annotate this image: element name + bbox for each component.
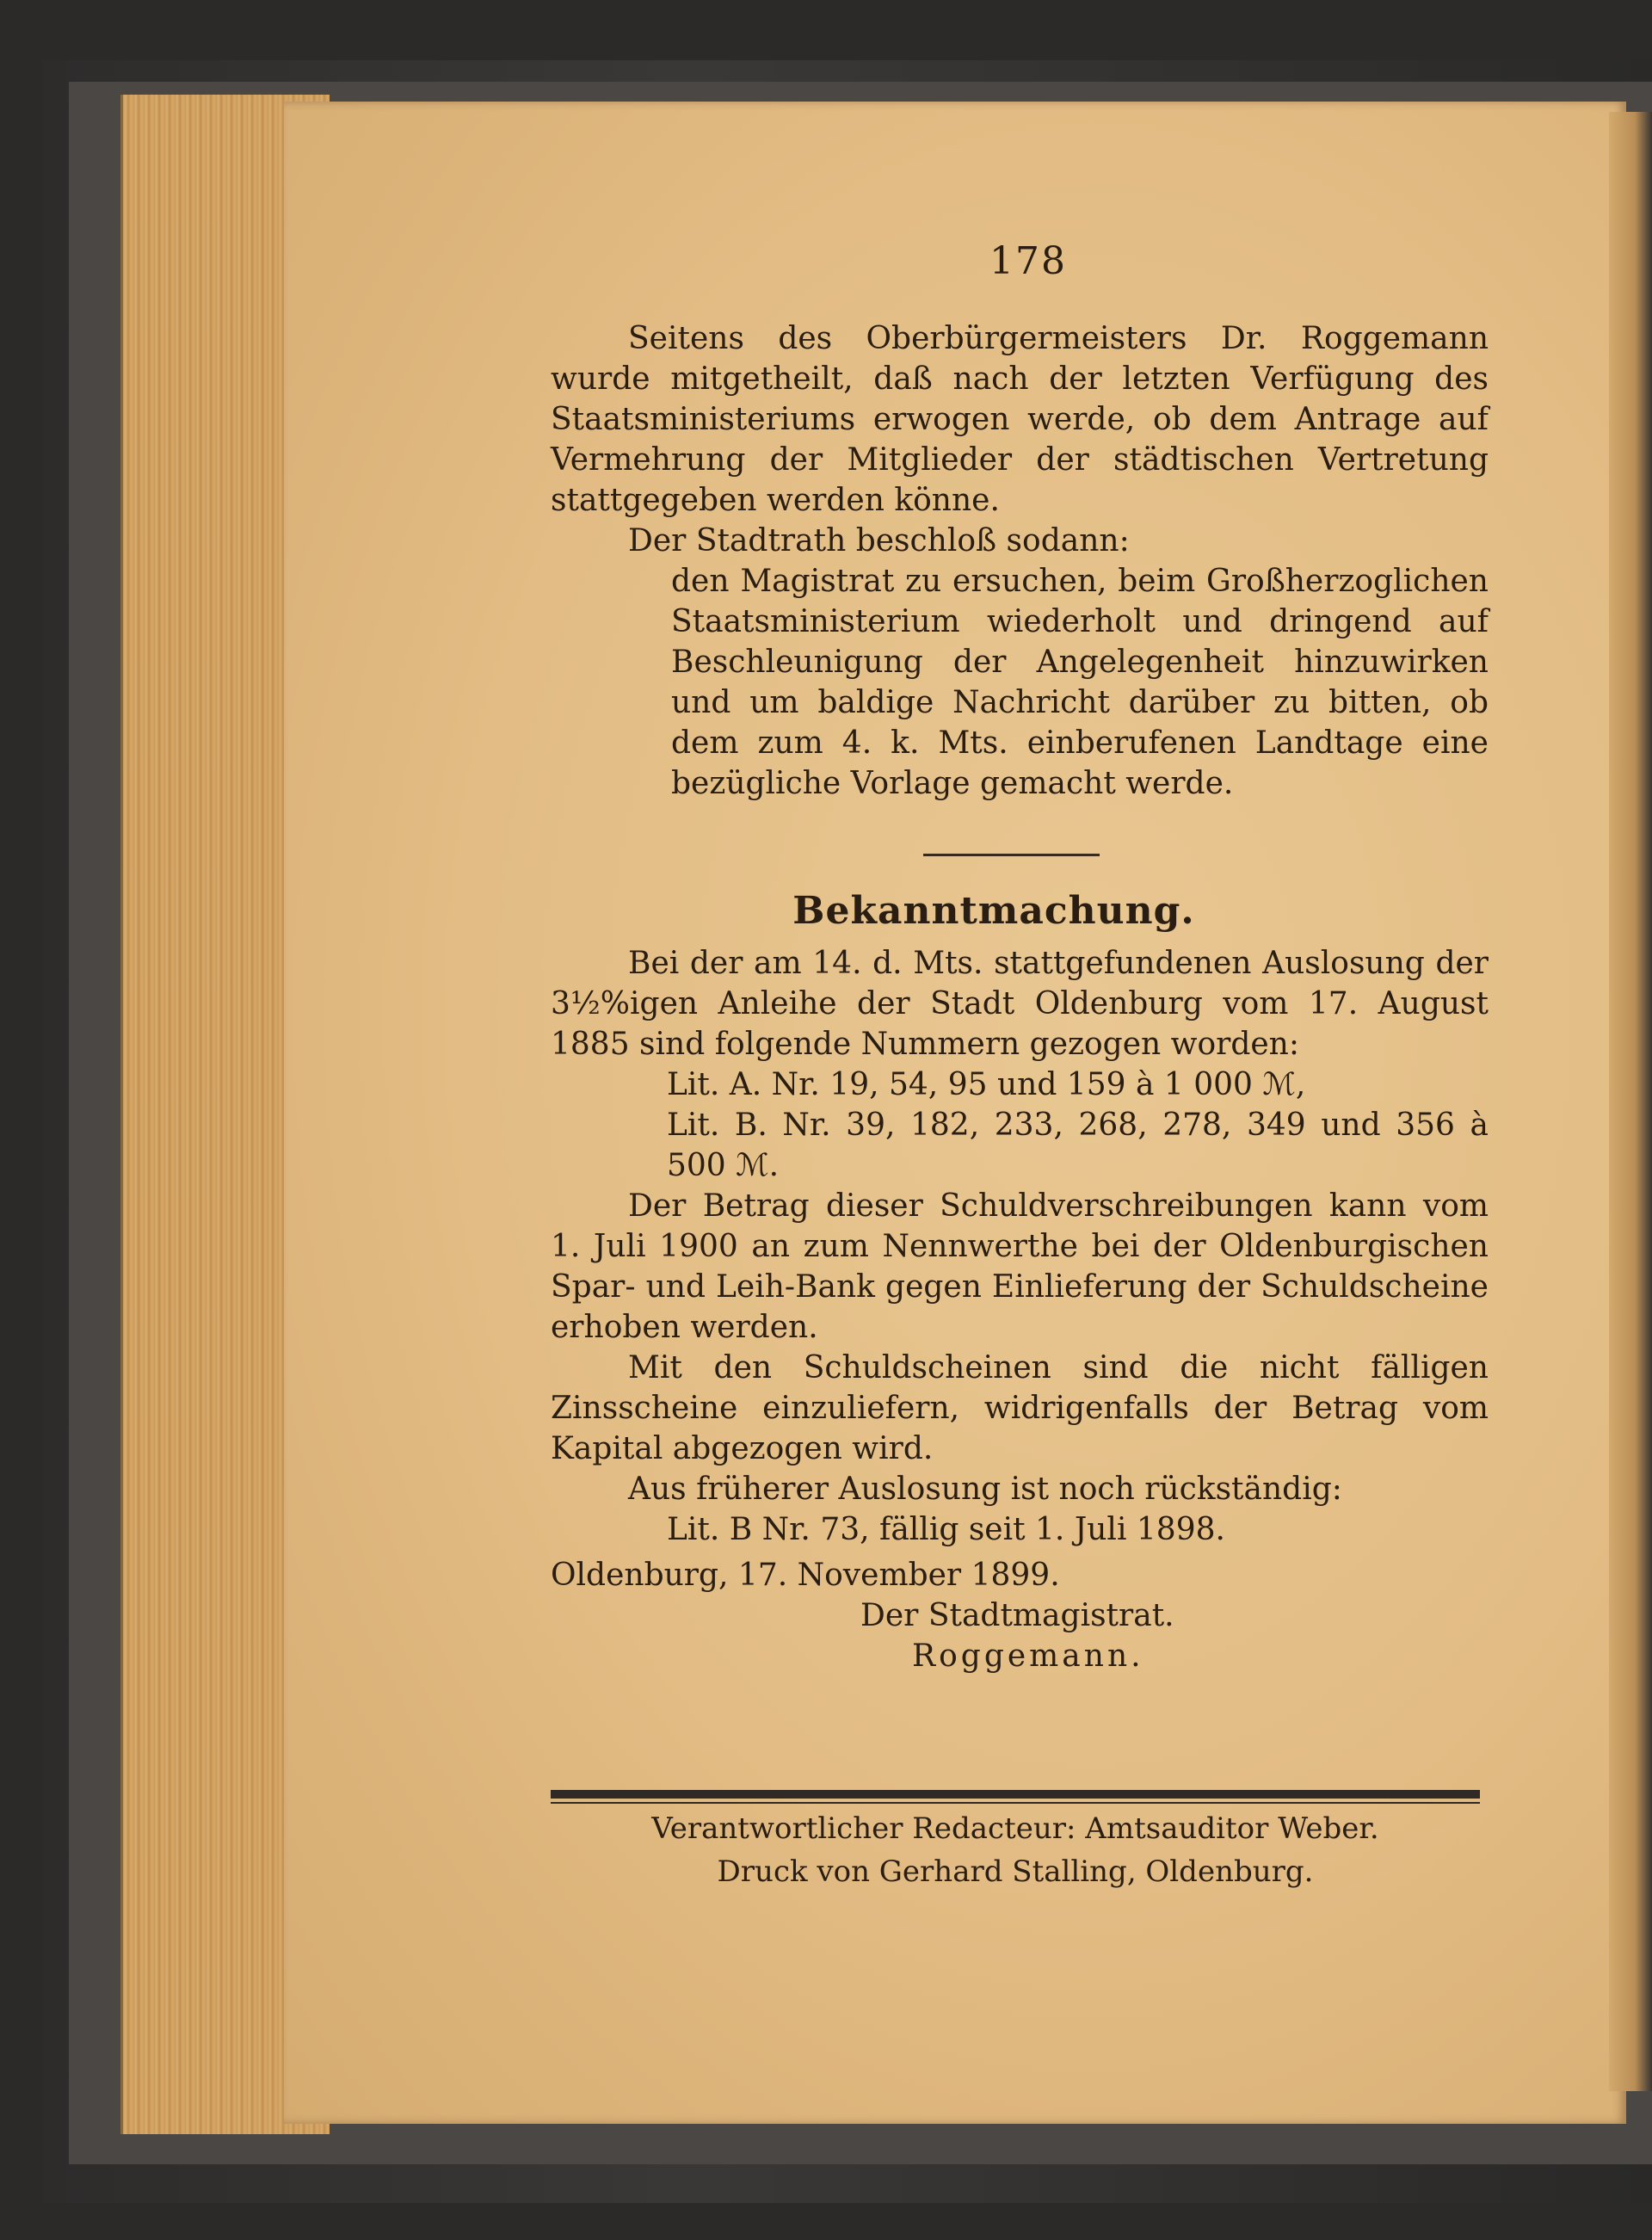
notice-place-date: Oldenburg, 17. November 1899.	[551, 1558, 1060, 1593]
section-divider	[923, 854, 1100, 856]
notice-paragraph-overdue: Aus früherer Auslosung ist noch rückständig:	[628, 1472, 1342, 1507]
footer-rule-thick	[551, 1790, 1480, 1799]
council-resolution: den Magistrat zu ersuchen, beim Großherzoglichen Staatsministerium wiederholt und dringend auf Beschleunigung der Angelegenheit hinzuwirken und um baldige Nachricht darüber zu bitten, ob dem zum 4. k. Mts. einberufenen Landtage eine bezügliche Vorlage gemacht werde.	[671, 564, 1489, 801]
notice-lit-b: Lit. B. Nr. 39, 182, 233, 268, 278, 349 und 356 à 500 ℳ.	[667, 1108, 1489, 1183]
notice-lit-a: Lit. A. Nr. 19, 54, 95 und 159 à 1 000 ℳ,	[667, 1067, 1306, 1102]
notice-signature-title: Der Stadtmagistrat.	[860, 1598, 1174, 1633]
notice-paragraph-redemption: Der Betrag dieser Schuldverschreibungen kann vom 1. Juli 1900 an zum Nennwerthe bei der Oldenburgischen Spar- und Leih-Bank gegen Einlieferung der Schuldscheine erhoben werden.	[551, 1188, 1489, 1345]
page-content	[551, 318, 1489, 1676]
notice-signature-name: Roggemann.	[912, 1638, 1144, 1674]
paragraph-council-decision: Der Stadtrath beschloß sodann:	[628, 523, 1130, 558]
footer-editor: Verantwortlicher Redacteur: Amtsauditor Weber.	[651, 1811, 1379, 1846]
footer-printer: Druck von Gerhard Stalling, Oldenburg.	[717, 1854, 1314, 1889]
notice-paragraph-coupons: Mit den Schuldscheinen sind die nicht fälligen Zinsscheine einzuliefern, widrigenfalls der Betrag vom Kapital abgezogen wird.	[551, 1350, 1489, 1466]
footer-rule-thin	[551, 1802, 1480, 1804]
notice-heading: Bekanntmachung.	[792, 889, 1195, 933]
notice-paragraph-drawing: Bei der am 14. d. Mts. stattgefundenen Auslosung der 3½%igen Anleihe der Stadt Oldenburg vom 17. August 1885 sind folgende Nummern gezogen worden:	[551, 946, 1489, 1062]
notice-overdue-item: Lit. B Nr. 73, fällig seit 1. Juli 1898.	[667, 1512, 1225, 1547]
page-footer	[551, 1807, 1480, 1893]
paragraph-mayor-report: Seitens des Oberbürgermeisters Dr. Roggemann wurde mitgetheilt, daß nach der letzten Verfügung des Staatsministeriums erwogen werde, ob dem Antrage auf Vermehrung der Mitglieder der städtischen Vertretung stattgegeben werden könne.	[551, 321, 1489, 518]
page-number: 178	[989, 239, 1067, 283]
page-right-edge	[1609, 112, 1652, 2091]
